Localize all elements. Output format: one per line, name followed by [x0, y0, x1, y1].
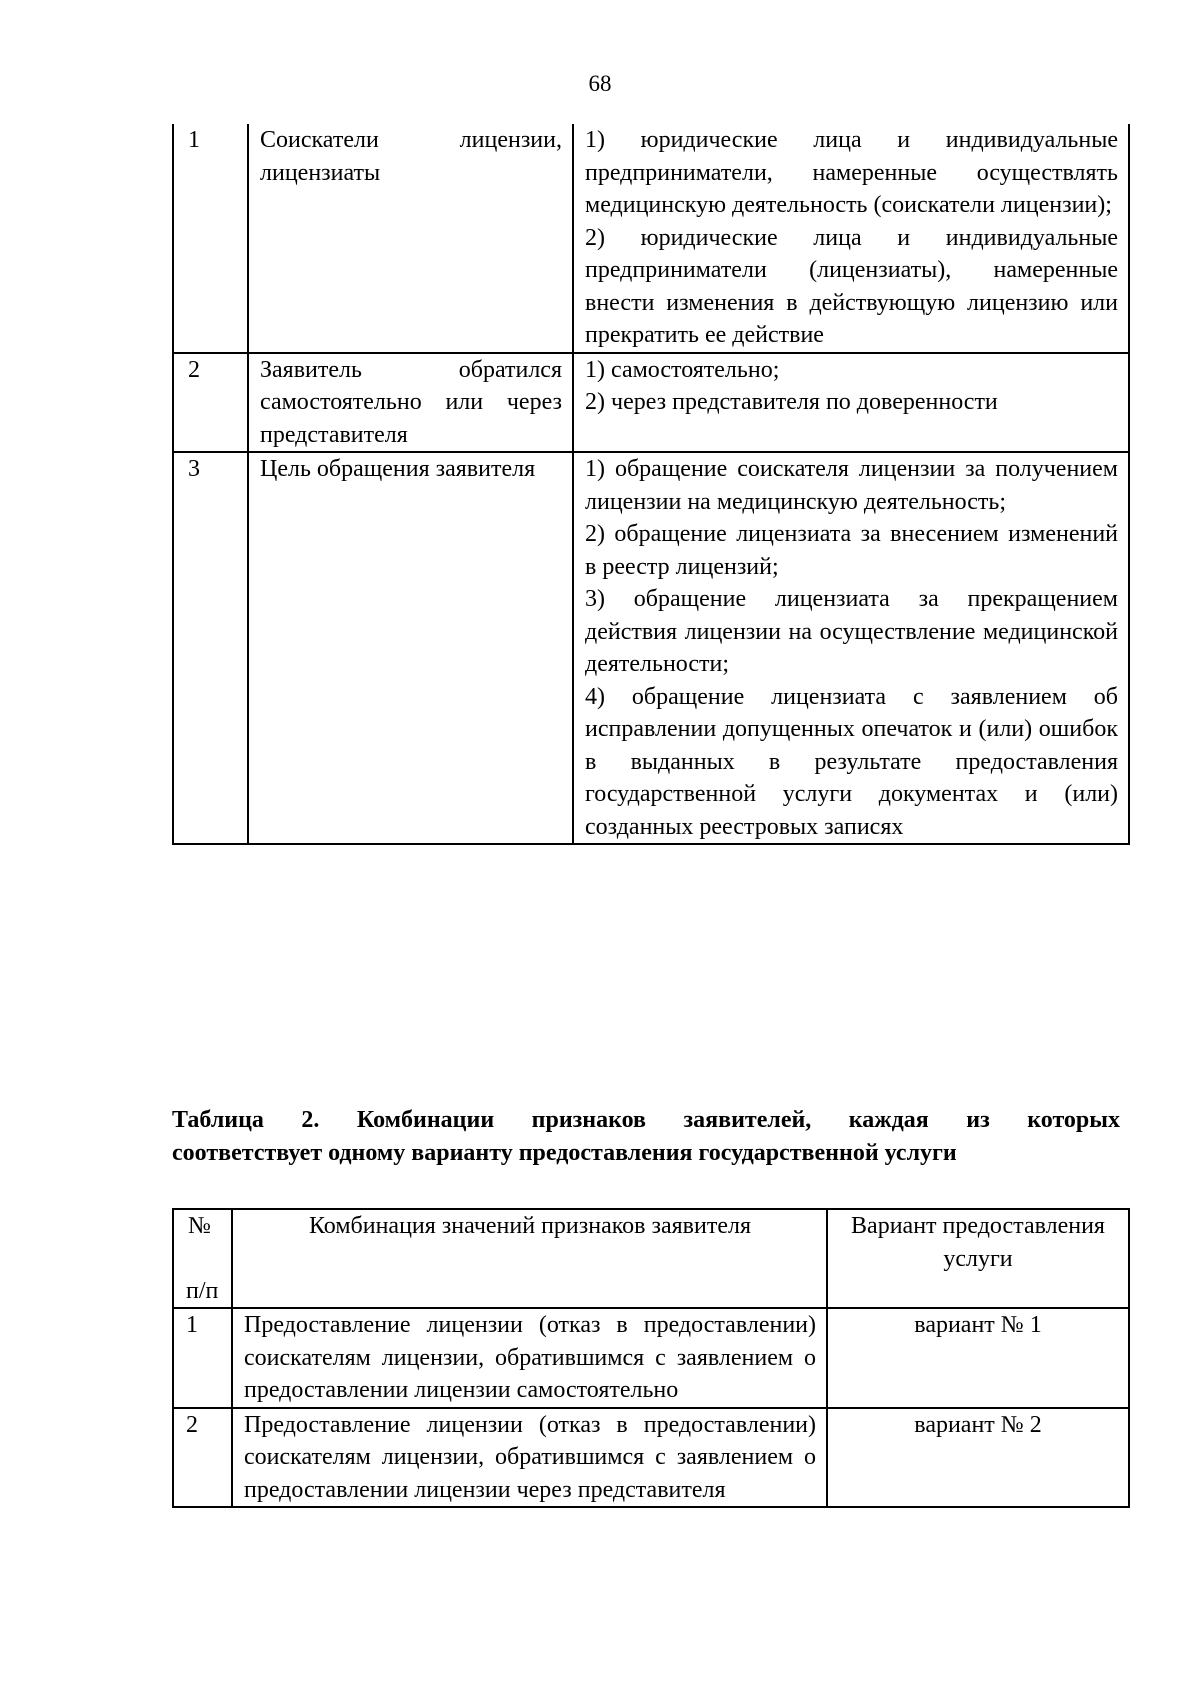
value-item: 2) через представителя по доверенности [585, 389, 998, 415]
variant-cell: вариант № 1 [827, 1308, 1129, 1408]
row-number: 1 [173, 1308, 232, 1408]
values-cell [573, 452, 1129, 844]
table-row [173, 1408, 1129, 1508]
number-sub: п/п [186, 1277, 219, 1304]
row-number: 2 [173, 353, 248, 453]
value-item: 2) обращение лицензиата за внесением изменений в реестр лицензий; [585, 521, 1118, 580]
applicant-signs-table [172, 124, 1130, 845]
sign-text: Заявитель обратился самостоятельно или через представителя [260, 356, 562, 448]
sign-cell [248, 452, 573, 844]
table-row [173, 353, 1129, 453]
value-item: 4) обращение лицензиата с заявлением об исправлении допущенных опечаток и (или) ошибок в выданных в результате предоставления государственной услуги документах и (или) созданных реестровых записях [585, 683, 1118, 840]
value-item: 1) юридические лица и индивидуальные предприниматели, намеренные осуществлять медицинскую деятельность (соискатели лицензии); [585, 127, 1118, 218]
row-number: 3 [173, 452, 248, 844]
sign-text: Цель обращения заявителя [260, 456, 536, 482]
caption-line: Таблица 2. Комбинации признаков заявителей, каждая из которых [172, 1107, 1120, 1133]
applicant-combinations-table [172, 1208, 1130, 1508]
values-cell [573, 353, 1129, 453]
row-number: 2 [173, 1408, 232, 1508]
header-number [173, 1209, 232, 1308]
header-combination: Комбинация значений признаков заявителя [232, 1209, 827, 1308]
page-number: 68 [588, 71, 612, 96]
caption-line: соответствует одному варианту предоставления государственной услуги [172, 1140, 957, 1166]
variant-cell: вариант № 2 [827, 1408, 1129, 1508]
combination-text: Предоставление лицензии (отказ в предоставлении) соискателям лицензии, обратившимся с заявлением о предоставлении лицензии через представителя [244, 1411, 816, 1503]
value-item: 2) юридические лица и индивидуальные предприниматели (лицензиаты), намеренные внести изменения в действующую лицензию или прекратить ее действие [585, 224, 1118, 348]
number-symbol: № [188, 1213, 211, 1239]
value-item: 1) обращение соискателя лицензии за получением лицензии на медицинскую деятельность; [585, 456, 1118, 515]
table-row [173, 452, 1129, 844]
table-row [173, 124, 1129, 353]
table-2-caption [172, 1104, 1120, 1170]
sign-cell [248, 124, 573, 353]
combination-cell [232, 1308, 827, 1408]
values-cell [573, 124, 1129, 353]
value-item: 1) самостоятельно; [585, 356, 780, 383]
table-header-row [173, 1209, 1129, 1308]
row-number: 1 [173, 124, 248, 353]
sign-text: Соискатели лицензии, лицензиаты [260, 127, 562, 186]
header-variant: Вариант предоставления услуги [827, 1209, 1129, 1308]
sign-cell [248, 353, 573, 453]
combination-text: Предоставление лицензии (отказ в предоставлении) соискателям лицензии, обратившимся с заявлением о предоставлении лицензии самостоятельно [244, 1312, 816, 1403]
table-row [173, 1308, 1129, 1408]
combination-cell [232, 1408, 827, 1508]
value-item: 3) обращение лицензиата за прекращением действия лицензии на осуществление медицинской деятельности; [585, 586, 1118, 677]
